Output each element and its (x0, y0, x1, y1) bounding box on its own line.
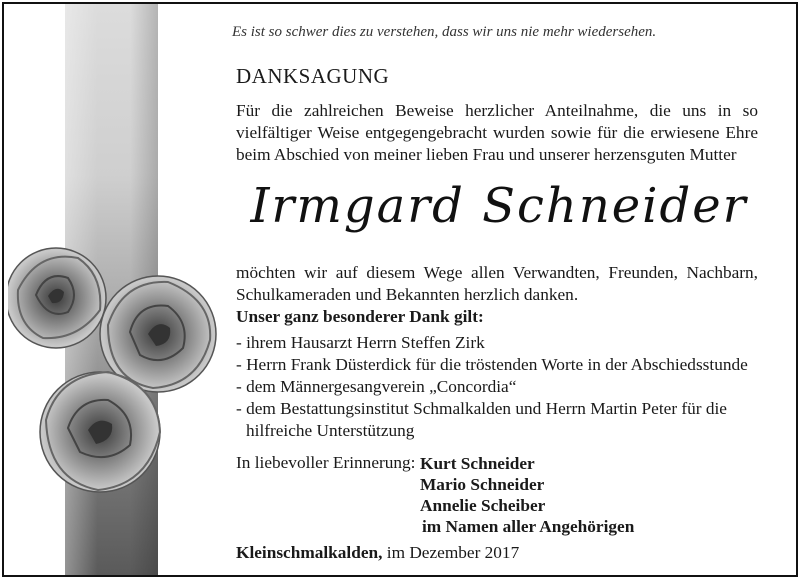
list-item: - dem Männergesangverein „Concordia“ (236, 377, 517, 396)
signatory: Kurt Schneider (420, 454, 535, 473)
closing-place: Kleinschmalkalden, (236, 543, 383, 562)
signatory: im Namen aller Angehörigen (422, 517, 635, 536)
closing-line (236, 543, 519, 563)
rose-bottom (40, 372, 160, 492)
special-thanks-list (236, 332, 766, 442)
rose-top-left (8, 248, 106, 348)
closing-date: im Dezember 2017 (386, 543, 520, 562)
deceased-name: Irmgard Schneider (250, 178, 748, 234)
list-item: - ihrem Hausarzt Herrn Steffen Zirk (236, 333, 485, 352)
thanks-paragraph: möchten wir auf diesem Wege allen Verwandten, Freunden, Nachbarn, Schulkameraden und Bekannten herzlich danken. (236, 263, 758, 304)
intro-paragraph: Für die zahlreichen Beweise herzlicher Anteilnahme, die uns in so vielfältiger Weise entgegengebracht wurden sowie für die erwiesene Ehre beim Abschied von meiner lieben Frau und unserer herzensguten Mutter (236, 101, 758, 164)
signatory: Annelie Scheiber (420, 496, 546, 515)
heading: DANKSAGUNG (236, 64, 390, 88)
roses-image (8, 240, 223, 500)
list-item: - Herrn Frank Düsterdick für die tröstenden Worte in der Abschiedsstunde (236, 355, 748, 374)
list-item: - dem Bestattungsinstitut Schmalkalden und Herrn Martin Peter für die hilfreiche Unterstützung (236, 399, 727, 440)
special-thanks-title: Unser ganz besonderer Dank gilt: (236, 307, 484, 326)
obituary-notice (2, 2, 798, 577)
memory-label: In liebevoller Erinnerung: (236, 453, 416, 472)
signatory: Mario Schneider (420, 475, 545, 494)
motto: Es ist so schwer dies zu verstehen, dass wir uns nie mehr wiedersehen. (232, 24, 657, 40)
signatories (420, 453, 634, 537)
